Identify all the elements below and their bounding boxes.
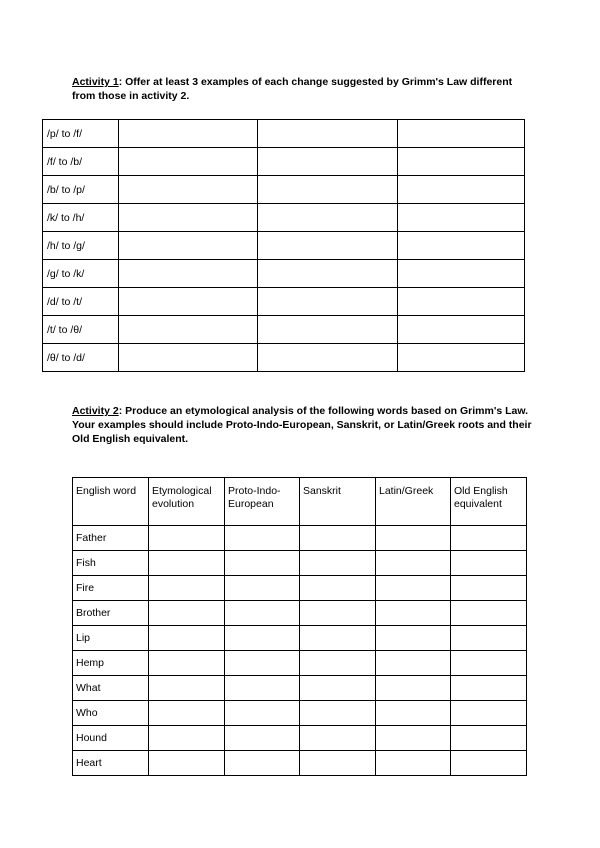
table-row	[43, 344, 525, 372]
column-header: Old English equivalent	[451, 478, 527, 526]
activity2-text: : Produce an etymological analysis of the following words based on Grimm's Law. Your examples should include Proto-Indo-European, Sanskrit, or Latin/Greek roots and their Old English equivalent.	[72, 405, 532, 445]
column-header: Etymological evolution	[149, 478, 225, 526]
example-cell[interactable]	[398, 176, 525, 204]
answer-cell[interactable]	[300, 676, 376, 701]
answer-cell[interactable]	[376, 651, 451, 676]
example-cell[interactable]	[119, 288, 258, 316]
column-header: Proto-Indo-European	[225, 478, 300, 526]
table-row	[43, 120, 525, 148]
table-row	[73, 751, 527, 776]
answer-cell[interactable]	[149, 576, 225, 601]
example-cell[interactable]	[119, 316, 258, 344]
english-word: Fire	[73, 576, 149, 601]
example-cell[interactable]	[119, 176, 258, 204]
answer-cell[interactable]	[225, 676, 300, 701]
answer-cell[interactable]	[451, 576, 527, 601]
answer-cell[interactable]	[376, 676, 451, 701]
table-row	[73, 676, 527, 701]
example-cell[interactable]	[398, 120, 525, 148]
sound-change-label: /d/ to /t/	[43, 288, 119, 316]
answer-cell[interactable]	[376, 726, 451, 751]
example-cell[interactable]	[258, 176, 398, 204]
example-cell[interactable]	[398, 344, 525, 372]
table-row	[73, 551, 527, 576]
english-word: Father	[73, 526, 149, 551]
answer-cell[interactable]	[300, 551, 376, 576]
answer-cell[interactable]	[225, 601, 300, 626]
answer-cell[interactable]	[300, 751, 376, 776]
answer-cell[interactable]	[149, 651, 225, 676]
example-cell[interactable]	[119, 232, 258, 260]
example-cell[interactable]	[119, 120, 258, 148]
table-row	[43, 176, 525, 204]
answer-cell[interactable]	[300, 601, 376, 626]
answer-cell[interactable]	[225, 576, 300, 601]
answer-cell[interactable]	[149, 751, 225, 776]
english-word: What	[73, 676, 149, 701]
answer-cell[interactable]	[451, 726, 527, 751]
answer-cell[interactable]	[300, 701, 376, 726]
sound-change-table	[42, 119, 525, 372]
example-cell[interactable]	[258, 260, 398, 288]
answer-cell[interactable]	[451, 676, 527, 701]
answer-cell[interactable]	[451, 626, 527, 651]
example-cell[interactable]	[398, 204, 525, 232]
table-row	[43, 260, 525, 288]
example-cell[interactable]	[119, 148, 258, 176]
answer-cell[interactable]	[376, 526, 451, 551]
answer-cell[interactable]	[300, 526, 376, 551]
english-word: Fish	[73, 551, 149, 576]
answer-cell[interactable]	[451, 526, 527, 551]
column-header: Sanskrit	[300, 478, 376, 526]
sound-change-label: /k/ to /h/	[43, 204, 119, 232]
answer-cell[interactable]	[451, 601, 527, 626]
table-row	[43, 232, 525, 260]
answer-cell[interactable]	[225, 526, 300, 551]
example-cell[interactable]	[119, 204, 258, 232]
example-cell[interactable]	[258, 344, 398, 372]
example-cell[interactable]	[119, 260, 258, 288]
activity1-text: : Offer at least 3 examples of each change suggested by Grimm's Law different from those in activity 2.	[72, 76, 513, 102]
answer-cell[interactable]	[149, 551, 225, 576]
answer-cell[interactable]	[149, 701, 225, 726]
answer-cell[interactable]	[225, 751, 300, 776]
answer-cell[interactable]	[149, 526, 225, 551]
english-word: Hound	[73, 726, 149, 751]
sound-change-label: /h/ to /g/	[43, 232, 119, 260]
sound-change-label: /b/ to /p/	[43, 176, 119, 204]
answer-cell[interactable]	[149, 601, 225, 626]
sound-change-label: /θ/ to /d/	[43, 344, 119, 372]
answer-cell[interactable]	[149, 676, 225, 701]
sound-change-label: /g/ to /k/	[43, 260, 119, 288]
answer-cell[interactable]	[376, 626, 451, 651]
activity1-label: Activity 1	[72, 76, 119, 88]
example-cell[interactable]	[258, 288, 398, 316]
example-cell[interactable]	[398, 260, 525, 288]
answer-cell[interactable]	[149, 626, 225, 651]
example-cell[interactable]	[398, 232, 525, 260]
sound-change-label: /f/ to /b/	[43, 148, 119, 176]
english-word: Who	[73, 701, 149, 726]
table-row	[43, 148, 525, 176]
table-row	[73, 526, 527, 551]
table-row	[43, 288, 525, 316]
answer-cell[interactable]	[451, 701, 527, 726]
table-row	[43, 204, 525, 232]
answer-cell[interactable]	[376, 551, 451, 576]
example-cell[interactable]	[119, 344, 258, 372]
answer-cell[interactable]	[225, 551, 300, 576]
example-cell[interactable]	[258, 148, 398, 176]
answer-cell[interactable]	[300, 651, 376, 676]
answer-cell[interactable]	[376, 601, 451, 626]
column-header: English word	[73, 478, 149, 526]
answer-cell[interactable]	[225, 626, 300, 651]
english-word: Heart	[73, 751, 149, 776]
answer-cell[interactable]	[225, 651, 300, 676]
table-row	[73, 626, 527, 651]
answer-cell[interactable]	[149, 726, 225, 751]
answer-cell[interactable]	[451, 651, 527, 676]
answer-cell[interactable]	[300, 626, 376, 651]
english-word: Lip	[73, 626, 149, 651]
answer-cell[interactable]	[451, 551, 527, 576]
english-word: Brother	[73, 601, 149, 626]
table-row	[73, 651, 527, 676]
example-cell[interactable]	[258, 204, 398, 232]
example-cell[interactable]	[258, 120, 398, 148]
answer-cell[interactable]	[225, 701, 300, 726]
answer-cell[interactable]	[225, 726, 300, 751]
table-row	[43, 316, 525, 344]
answer-cell[interactable]	[300, 726, 376, 751]
example-cell[interactable]	[398, 316, 525, 344]
answer-cell[interactable]	[451, 751, 527, 776]
activity1-instructions	[72, 75, 532, 103]
table-header-row	[73, 478, 527, 526]
activity2-instructions	[72, 404, 534, 446]
english-word: Hemp	[73, 651, 149, 676]
table-row	[73, 726, 527, 751]
sound-change-label: /p/ to /f/	[43, 120, 119, 148]
answer-cell[interactable]	[376, 701, 451, 726]
example-cell[interactable]	[258, 316, 398, 344]
answer-cell[interactable]	[300, 576, 376, 601]
activity2-label: Activity 2	[72, 405, 119, 417]
example-cell[interactable]	[398, 288, 525, 316]
table-row	[73, 601, 527, 626]
example-cell[interactable]	[258, 232, 398, 260]
table-row	[73, 576, 527, 601]
column-header: Latin/Greek	[376, 478, 451, 526]
answer-cell[interactable]	[376, 576, 451, 601]
table-row	[73, 701, 527, 726]
etymology-table	[72, 477, 527, 776]
answer-cell[interactable]	[376, 751, 451, 776]
sound-change-label: /t/ to /θ/	[43, 316, 119, 344]
example-cell[interactable]	[398, 148, 525, 176]
